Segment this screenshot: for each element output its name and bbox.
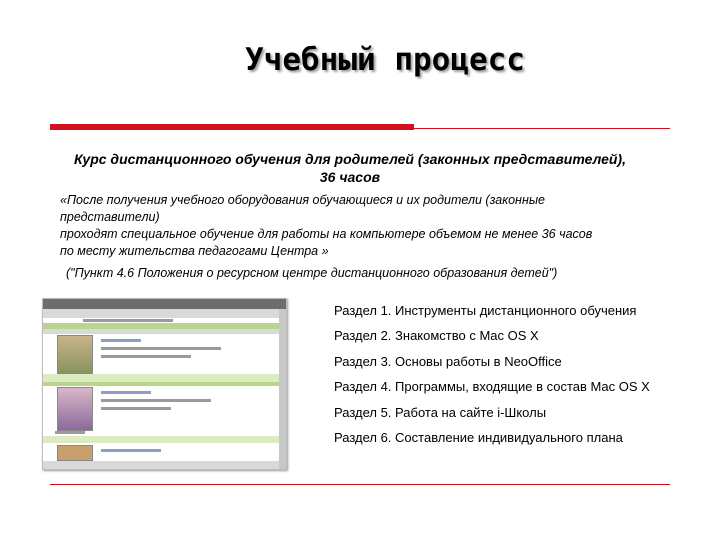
screenshot-photo-3: [57, 445, 93, 461]
screenshot-photo-1: [57, 335, 93, 379]
screenshot-divider-band: [43, 374, 286, 382]
section-item: Раздел 5. Работа на сайте i-Школы: [334, 404, 547, 420]
screenshot-photo-2: [57, 387, 93, 431]
section-item: Раздел 4. Программы, входящие в состав Mac OS X: [334, 379, 650, 395]
screenshot-body-text: [101, 407, 171, 410]
screenshot-scrollbar: [279, 309, 286, 469]
course-sections-list: [334, 302, 714, 454]
section-item: Раздел 2. Знакомство с Mac OS X: [334, 328, 539, 344]
footer-rule: [50, 484, 670, 485]
screenshot-link-text: [101, 391, 151, 394]
screenshot-link-text: [101, 449, 161, 452]
course-title-line-1: Курс дистанционного обучения для родителей (законных представителей),: [74, 151, 626, 167]
quote-source: ("Пункт 4.6 Положения о ресурсном центре дистанционного образования детей"): [66, 266, 558, 280]
screenshot-window-titlebar: [43, 299, 286, 309]
screenshot-toolbar: [43, 309, 286, 318]
section-item: Раздел 1. Инструменты дистанционного обучения: [334, 303, 637, 318]
section-item: Раздел 3. Основы работы в NeoOffice: [334, 353, 562, 369]
course-site-screenshot: [42, 298, 287, 470]
screenshot-body-text: [101, 399, 211, 402]
screenshot-body-text: [101, 355, 191, 358]
title-underline-thick: [50, 124, 414, 130]
quote-line: по месту жительства педагогами Центра »: [60, 244, 329, 258]
quote-line: представители): [60, 210, 160, 224]
screenshot-body-text: [101, 347, 221, 350]
screenshot-caption-text: [55, 431, 85, 434]
section-item: Раздел 6. Составление индивидуального плана: [334, 429, 623, 445]
screenshot-statusbar: [43, 461, 286, 469]
course-title: [30, 150, 670, 186]
quote-line: проходят специальное обучение для работы на компьютере объемом не менее 36 часов: [60, 227, 593, 241]
screenshot-link-text: [101, 339, 141, 342]
regulation-quote: [60, 192, 680, 260]
screenshot-divider-band: [43, 436, 286, 443]
title-underline-thin: [414, 128, 670, 129]
slide-title: Учебный процесс: [245, 42, 525, 78]
course-title-line-2: 36 часов: [319, 169, 381, 185]
screenshot-url-text: [83, 319, 173, 322]
quote-line: «После получения учебного оборудования обучающиеся и их родители (законные: [60, 193, 545, 207]
